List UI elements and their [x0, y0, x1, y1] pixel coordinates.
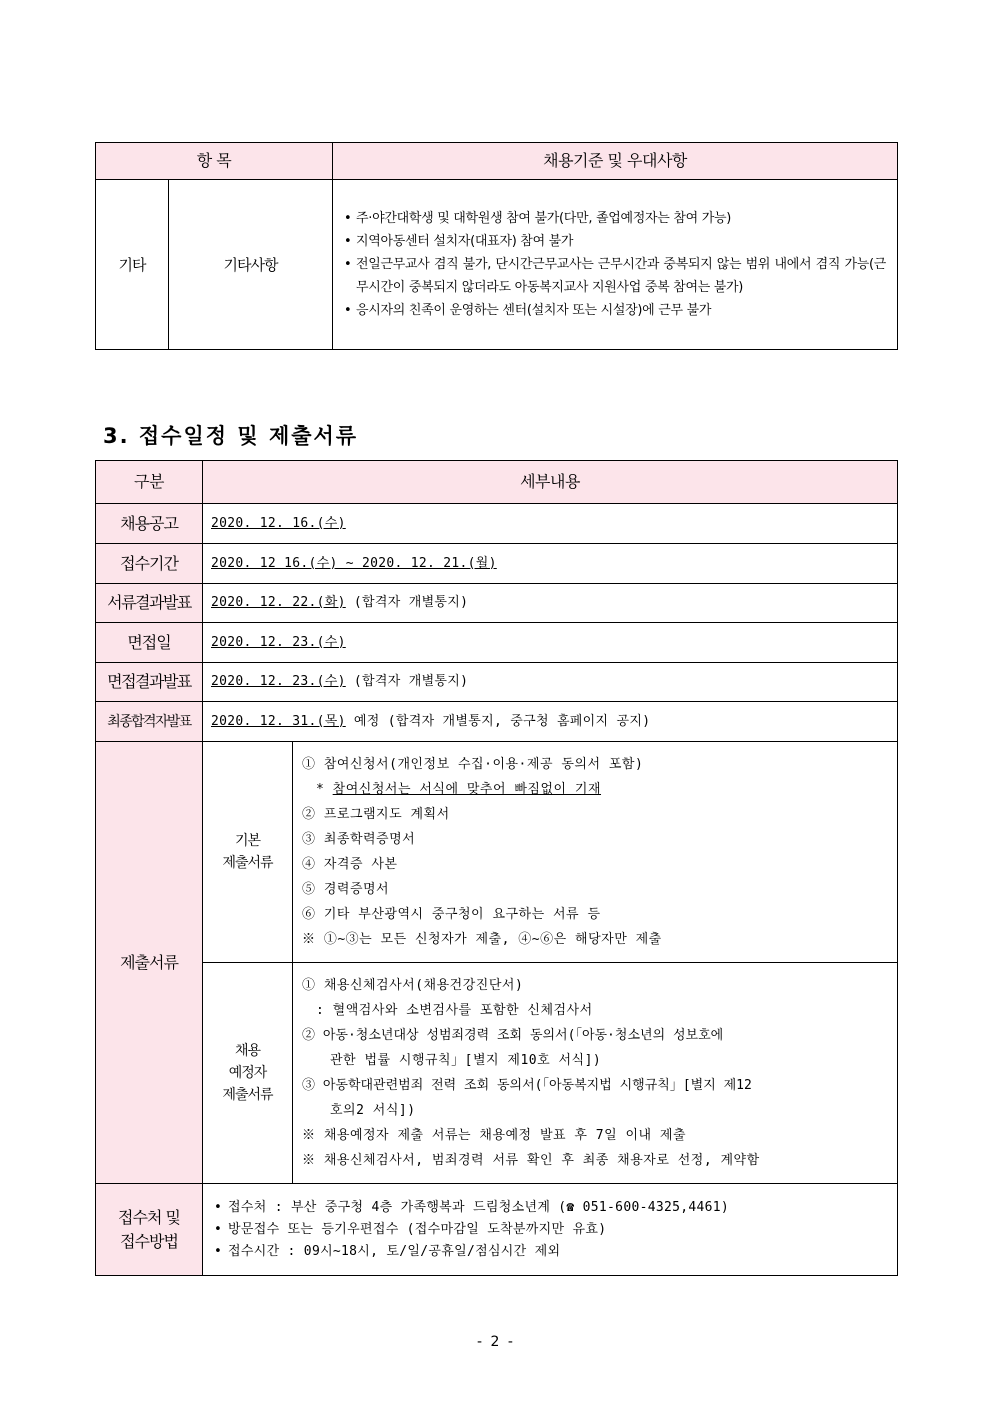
doc-item-cont: 관한 법률 시행규칙」[별지 제10호 서식]) — [330, 1053, 602, 1068]
criteria-list — [334, 201, 896, 328]
doc-note: ※ 채용예정자 제출 서류는 채용예정 발표 후 7일 이내 제출 — [302, 1128, 687, 1143]
submit-item: • 접수시간 : 09시~18시, 토/일/공휴일/점심시간 제외 — [214, 1241, 886, 1263]
basic-docs-label-line: 기본 — [234, 833, 261, 849]
doc-item: ⑤ 경력증명서 — [302, 882, 390, 897]
planned-docs-label-line: 예정자 — [228, 1065, 267, 1081]
schedule-label: 최종합격자발표 — [96, 702, 203, 742]
doc-note-prefix: * — [316, 782, 333, 797]
schedule-date: 2020. 12 16.(수) ~ 2020. 12. 21.(월) — [211, 555, 497, 571]
section-title: 3. 접수일정 및 제출서류 — [103, 424, 359, 448]
schedule-value — [203, 544, 898, 584]
doc-item: ① 참여신청서(개인정보 수집·이용·제공 동의서 포함) — [302, 757, 644, 772]
doc-item-cont: 호의2 서식]) — [330, 1103, 416, 1118]
criteria-item: • 전일근무교사 겸직 불가, 단시간근무교사는 근무시간과 중복되지 않는 범위 내에서 겸직 가능(근무시간이 중복되지 않더라도 아동복지교사 지원사업 중복 참여는 불가) — [344, 253, 886, 299]
planned-docs-cell — [293, 963, 898, 1184]
schedule-date: 2020. 12. 23.(수) — [211, 634, 346, 650]
planned-docs-list — [294, 967, 896, 1179]
submit-item: • 접수처 : 부산 중구청 4층 가족행복과 드림청소년계 (☎ 051-600-4325,4461) — [214, 1197, 886, 1219]
schedule-note: 예정 (합격자 개별통지, 중구청 홈페이지 공지) — [345, 713, 651, 729]
doc-item: ④ 자격증 사본 — [302, 857, 398, 872]
submit-cell — [203, 1184, 898, 1276]
doc-note — [302, 777, 888, 802]
doc-item: ② 아동·청소년대상 성범죄경력 조회 동의서(「아동·청소년의 성보호에 — [302, 1028, 724, 1043]
submit-label-line: 접수방법 — [120, 1231, 178, 1251]
doc-note: ※ 채용신체검사서, 범죄경력 서류 확인 후 최종 채용자로 선정, 계약함 — [302, 1153, 760, 1168]
schedule-date: 2020. 12. 31.(목) — [211, 713, 346, 729]
schedule-value — [203, 702, 898, 742]
schedule-label: 면접일 — [96, 623, 203, 663]
doc-item: ⑥ 기타 부산광역시 중구청이 요구하는 서류 등 — [302, 907, 601, 922]
doc-item: ③ 최종학력증명서 — [302, 832, 416, 847]
header-item: 항 목 — [96, 143, 333, 180]
header-category: 구분 — [96, 461, 203, 504]
schedule-date: 2020. 12. 16.(수) — [211, 515, 346, 531]
schedule-table — [95, 460, 898, 1276]
submit-item: • 방문접수 또는 등기우편접수 (접수마감일 도착분까지만 유효) — [214, 1219, 886, 1241]
planned-docs-label-line: 제출서류 — [222, 1087, 273, 1103]
doc-note: : 혈액검사와 소변검사를 포함한 신체검사서 — [316, 1003, 593, 1018]
criteria-table — [95, 142, 898, 350]
schedule-note: (합격자 개별통지) — [345, 595, 469, 610]
basic-docs-cell — [293, 742, 898, 963]
schedule-value — [203, 584, 898, 623]
doc-item: ② 프로그램지도 계획서 — [302, 807, 450, 822]
row-category: 기타 — [96, 180, 169, 350]
docs-label: 제출서류 — [96, 742, 203, 1184]
criteria-item: • 지역아동센터 설치자(대표자) 참여 불가 — [344, 230, 886, 253]
planned-docs-label — [203, 963, 293, 1184]
schedule-date: 2020. 12. 23.(수) — [211, 674, 346, 689]
basic-docs-label — [203, 742, 293, 963]
submit-label-line: 접수처 및 — [118, 1207, 180, 1227]
schedule-date: 2020. 12. 22.(화) — [211, 595, 346, 610]
doc-item: ③ 아동학대관련범죄 전력 조회 동의서(「아동복지법 시행규칙」[별지 제12 — [302, 1078, 752, 1093]
schedule-label: 면접결과발표 — [96, 663, 203, 702]
schedule-value — [203, 504, 898, 544]
doc-item: ① 채용신체검사서(채용건강진단서) — [302, 978, 524, 993]
planned-docs-label-line: 채용 — [234, 1043, 261, 1059]
page-number: - 2 - — [477, 1334, 515, 1350]
basic-docs-label-line: 제출서류 — [222, 855, 273, 871]
doc-note: ※ ①~③는 모든 신청자가 제출, ④~⑥은 해당자만 제출 — [302, 932, 662, 947]
submit-list — [204, 1191, 896, 1269]
schedule-label: 서류결과발표 — [96, 584, 203, 623]
header-criteria: 채용기준 및 우대사항 — [333, 143, 898, 180]
row-subcategory: 기타사항 — [169, 180, 333, 350]
schedule-value — [203, 663, 898, 702]
doc-note-text: 참여신청서는 서식에 맞추어 빠짐없이 기재 — [332, 782, 602, 797]
header-detail: 세부내용 — [203, 461, 898, 504]
schedule-value — [203, 623, 898, 663]
criteria-item: • 응시자의 친족이 운영하는 센터(설치자 또는 시설장)에 근무 불가 — [344, 299, 886, 322]
schedule-label: 접수기간 — [96, 544, 203, 584]
criteria-cell — [333, 180, 898, 350]
submit-label — [96, 1184, 203, 1276]
basic-docs-list — [294, 746, 896, 958]
criteria-item: • 주·야간대학생 및 대학원생 참여 불가(다만, 졸업예정자는 참여 가능) — [344, 207, 886, 230]
schedule-note: (합격자 개별통지) — [345, 674, 469, 689]
schedule-label: 채용공고 — [96, 504, 203, 544]
